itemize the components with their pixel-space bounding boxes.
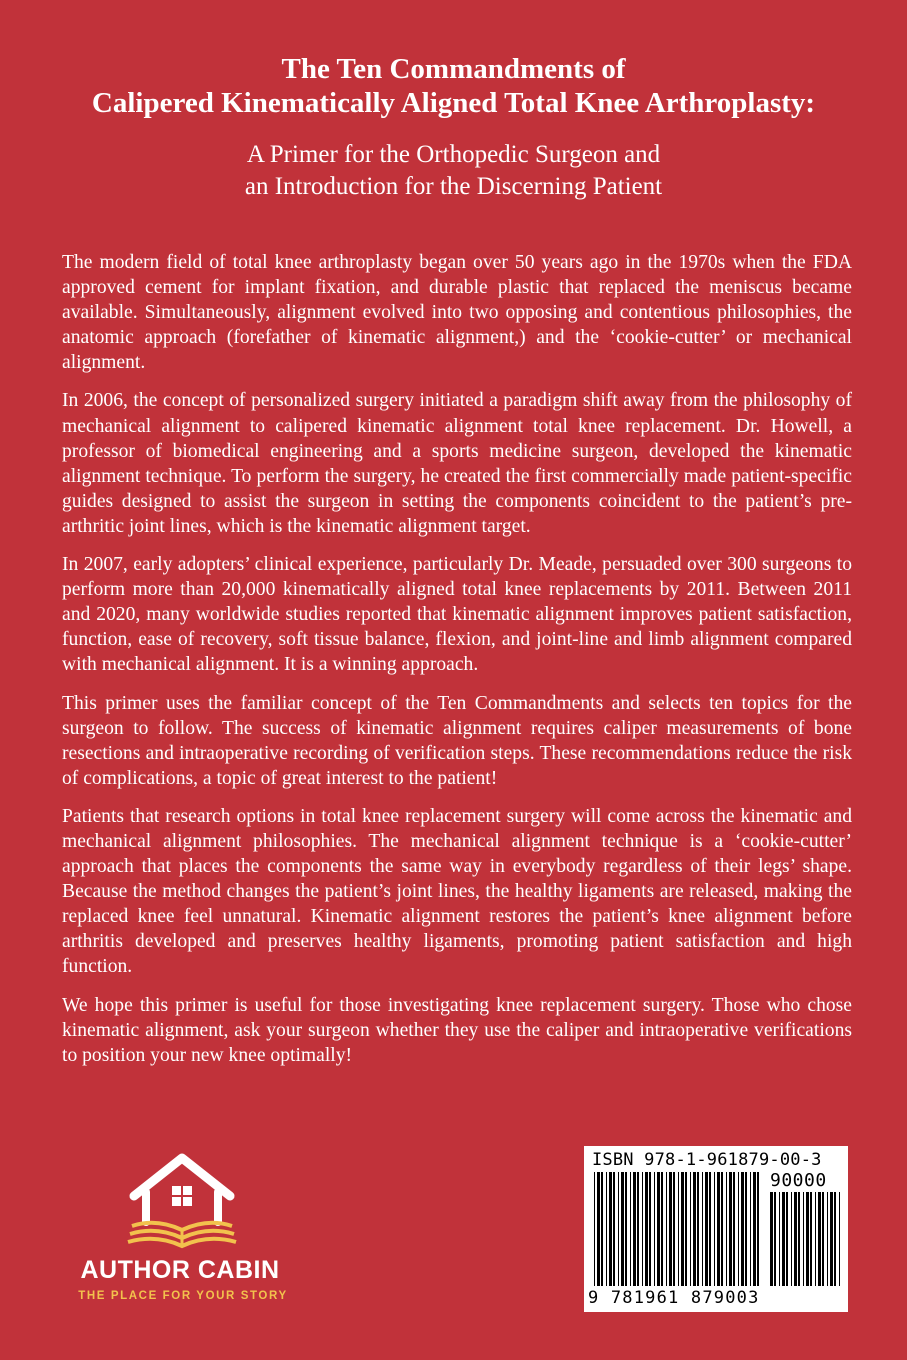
barcode-bar: [601, 1172, 603, 1286]
barcode-bar: [794, 1192, 797, 1286]
paragraph: The modern field of total knee arthroplasty began over 50 years ago in the 1970s when the FDA approved cement for implant fixation, and durable plastic that replaced the meniscus became available. Simultaneously, alignment evolved into two opposing and contentious philosophies, the anatomic approach (forefather of kinematic alignment,) and the ‘cookie-cutter’ or mechanical alignment.: [62, 252, 852, 374]
subtitle-line-1: A Primer for the Orthopedic Surgeon and: [246, 141, 661, 168]
barcode-bar: [678, 1172, 679, 1286]
title-block: [40, 52, 867, 203]
barcode-bar: [637, 1172, 639, 1286]
barcode-bar: [685, 1172, 687, 1286]
barcode-bar: [782, 1192, 785, 1286]
barcode-bar: [753, 1172, 756, 1286]
barcode-bar: [774, 1192, 776, 1286]
barcode-bar: [709, 1172, 711, 1286]
barcode-bar: [733, 1172, 735, 1286]
barcode-bar: [654, 1172, 655, 1286]
barcode-bar: [798, 1192, 800, 1286]
barcode-bar: [657, 1172, 660, 1286]
barcode-bar: [822, 1192, 824, 1286]
barcode-bar: [717, 1172, 720, 1286]
blurb: [62, 250, 852, 1081]
barcode-bar: [690, 1172, 691, 1286]
isbn-barcode: [584, 1146, 848, 1312]
isbn-label: ISBN 978-1-961879-00-3: [592, 1150, 822, 1170]
paragraph: In 2007, early adopters’ clinical experience, particularly Dr. Meade, persuaded over 300 surgeons to perform more than 20,000 kinematically aligned total knee replacements by 2011. Between 2011 and 2020, many worldwide studies reported that kinematic alignment improves patient satisfaction, function, ease of recovery, soft tissue balance, flexion, and joint-line and limb alignment compared with mechanical alignment. It is a winning approach.: [62, 554, 852, 676]
barcode-bar: [839, 1192, 840, 1286]
barcode-bar: [791, 1192, 792, 1286]
barcode-bar: [827, 1192, 828, 1286]
barcode-bar: [613, 1172, 615, 1286]
paragraph: We hope this primer is useful for those investigating knee replacement surgery. Those who chose kinematic alignment, ask your surgeon whether they use the caliper and intraoperative verifications to position your new knee optimally!: [62, 994, 852, 1066]
barcode-bar: [705, 1172, 708, 1286]
barcode-bar: [702, 1172, 703, 1286]
barcode-bar: [681, 1172, 684, 1286]
subtitle: [40, 139, 867, 203]
barcode-bar: [594, 1172, 595, 1286]
subtitle-line-2: an Introduction for the Discerning Patient: [244, 173, 663, 200]
barcode-bar: [729, 1172, 732, 1286]
price-code: 90000: [770, 1170, 827, 1191]
barcode-bar: [741, 1172, 744, 1286]
barcode-bar: [661, 1172, 663, 1286]
barcode-bar: [673, 1172, 675, 1286]
barcode-bar: [721, 1172, 723, 1286]
title-line-2: Calipered Kinematically Aligned Total Knee Arthroplasty:: [91, 87, 816, 119]
barcode-digits: 9 781961 879003: [588, 1288, 760, 1308]
barcode-bar: [618, 1172, 619, 1286]
paragraph: This primer uses the familiar concept of the Ten Commandments and selects ten topics for the surgeon to follow. The success of kinematic alignment requires caliper measurements of bone resections and intraoperative recording of verification steps. These recommendations reduce the risk of complications, a topic of great interest to the patient!: [62, 692, 852, 789]
barcode-bar: [803, 1192, 804, 1286]
barcode-bar: [750, 1172, 751, 1286]
barcode-bar: [621, 1172, 624, 1286]
barcode-bar: [806, 1192, 809, 1286]
barcode-bar: [609, 1172, 612, 1286]
barcode-bar: [738, 1172, 739, 1286]
barcode-bar: [606, 1172, 607, 1286]
barcode-bar: [669, 1172, 672, 1286]
barcode-bar: [757, 1172, 759, 1286]
paragraph: Patients that research options in total knee replacement surgery will come across the kinematic and mechanical alignment philosophies. The mechanical alignment technique is a ‘cookie-cutter’ approach that places the components the same way in everybody regardless of their legs’ shape. Because the method changes the patient’s joint lines, the healthy ligaments are released, making the replaced knee feel unnatural. Kinematic alignment restores the patient’s knee alignment before arthritis developed and preserves healthy ligaments, promoting patient satisfaction and high function.: [62, 805, 852, 978]
barcode-bar: [770, 1192, 773, 1286]
barcode-bar: [810, 1192, 812, 1286]
barcode-bar: [786, 1192, 788, 1286]
barcode-bar: [714, 1172, 715, 1286]
publisher-logo: [60, 1152, 320, 1312]
barcode-bar: [642, 1172, 643, 1286]
publisher-name: AUTHOR CABIN: [80, 1256, 280, 1284]
barcode-bar: [645, 1172, 648, 1286]
barcode-bar: [745, 1172, 747, 1286]
barcode-bar: [649, 1172, 651, 1286]
barcode-bar: [834, 1192, 836, 1286]
paragraph: In 2006, the concept of personalized surgery initiated a paradigm shift away from the philosophy of mechanical alignment to calipered kinematic alignment total knee replacement. Dr. Howell, a professor of biomedical engineering and a sports medicine surgeon, developed the kinematic alignment technique. To perform the surgery, he created the first commercially made patient-specific guides designed to assist the surgeon in setting the components coincident to the patient’s pre-arthritic joint lines, which is the kinematic alignment target.: [62, 390, 852, 537]
barcode-bar: [697, 1172, 699, 1286]
barcode-bar: [815, 1192, 816, 1286]
barcode-bar: [779, 1192, 780, 1286]
publisher-tagline: THE PLACE FOR YOUR STORY: [78, 1290, 288, 1302]
barcode-bar: [597, 1172, 600, 1286]
title-line-1: The Ten Commandments of: [281, 53, 626, 85]
barcode-bar: [726, 1172, 727, 1286]
barcode-bar: [630, 1172, 631, 1286]
barcode-bar: [633, 1172, 636, 1286]
barcode-bar: [666, 1172, 667, 1286]
barcode-bar: [625, 1172, 627, 1286]
house-book-icon: [120, 1152, 244, 1252]
barcode-bar: [818, 1192, 821, 1286]
barcode-bar: [830, 1192, 833, 1286]
barcode-bar: [693, 1172, 696, 1286]
